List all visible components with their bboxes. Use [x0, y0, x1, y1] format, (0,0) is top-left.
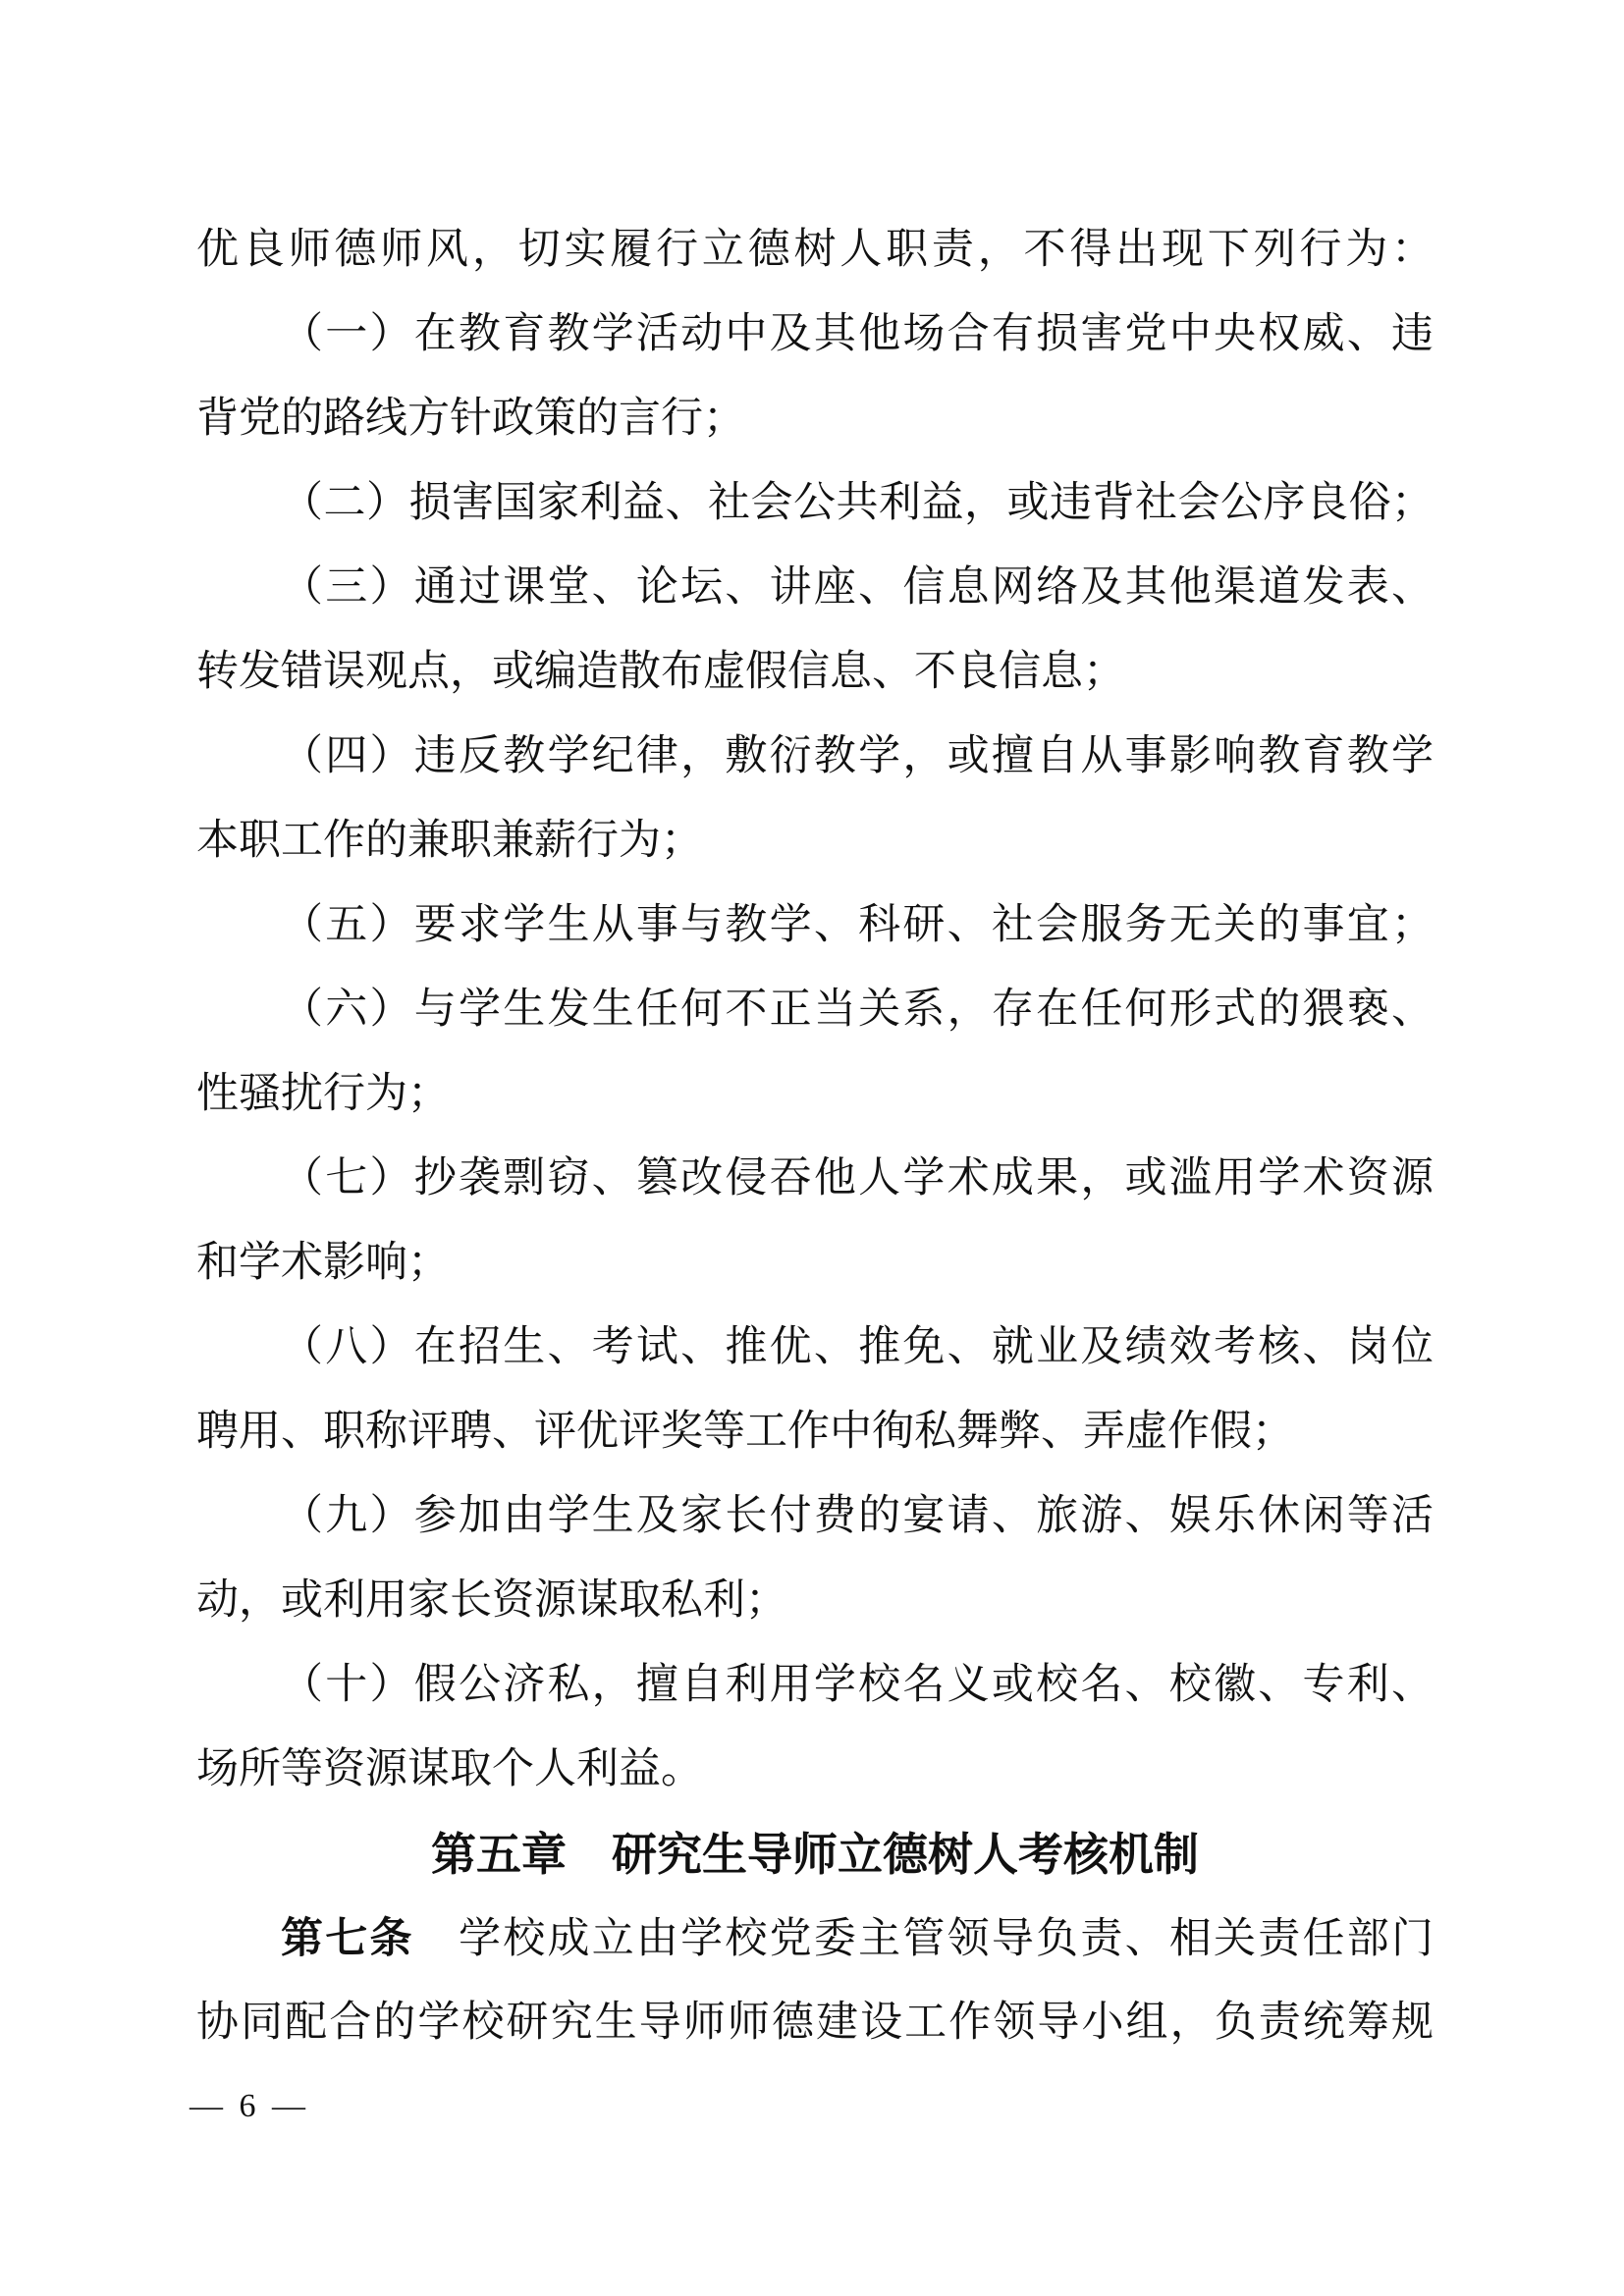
chapter-heading: 第五章 研究生导师立德树人考核机制 — [431, 1829, 1199, 1880]
text-line: （三）通过课堂、论坛、讲座、信息网络及其他渠道发表、 — [281, 564, 1434, 611]
page-number — [189, 2075, 309, 2138]
text-line: 本职工作的兼职兼薪行为； — [196, 818, 703, 864]
text-line: 背党的路线方针政策的言行； — [196, 396, 745, 442]
text-line: （十）假公济私，擅自利用学校名义或校名、校徽、专利、 — [281, 1662, 1434, 1708]
text-line: （一）在教育教学活动中及其他场合有损害党中央权威、违 — [281, 311, 1434, 357]
document-body — [196, 208, 1434, 2065]
text-line: 优良师德师风，切实履行立德树人职责，不得出现下列行为： — [196, 227, 1434, 273]
text-line: 聘用、职称评聘、评优评奖等工作中徇私舞弊、弄虚作假； — [196, 1409, 1294, 1455]
text-line: （八）在招生、考试、推优、推免、就业及绩效考核、岗位 — [281, 1324, 1434, 1370]
text-line: （七）抄袭剽窃、篡改侵吞他人学术成果，或滥用学术资源 — [281, 1155, 1434, 1201]
text-line: 转发错误观点，或编造散布虚假信息、不良信息； — [196, 649, 1125, 695]
text-line: （二）损害国家利益、社会公共利益，或违背社会公序良俗； — [281, 480, 1434, 526]
text-line: 场所等资源谋取个人利益。 — [196, 1746, 703, 1792]
text-line: 第七条 学校成立由学校党委主管领导负责、相关责任部门 — [281, 1915, 1435, 1962]
text-line: 协同配合的学校研究生导师师德建设工作领导小组，负责统筹规 — [196, 2000, 1434, 2046]
text-line: 性骚扰行为； — [196, 1071, 450, 1117]
text-line: （四）违反教学纪律，敷衍教学，或擅自从事影响教育教学 — [281, 733, 1434, 779]
page-number-text: — 6 — — [189, 2088, 309, 2124]
text-line: （六）与学生发生任何不正当关系，存在任何形式的猥亵、 — [281, 987, 1434, 1033]
text-line: 动，或利用家长资源谋取私利； — [196, 1577, 787, 1624]
text-line: （五）要求学生从事与教学、科研、社会服务无关的事宜； — [281, 902, 1434, 948]
text-line: 和学术影响； — [196, 1240, 450, 1286]
text-line: （九）参加由学生及家长付费的宴请、旅游、娱乐休闲等活 — [281, 1493, 1434, 1539]
article-number: 第七条 — [281, 1915, 414, 1962]
